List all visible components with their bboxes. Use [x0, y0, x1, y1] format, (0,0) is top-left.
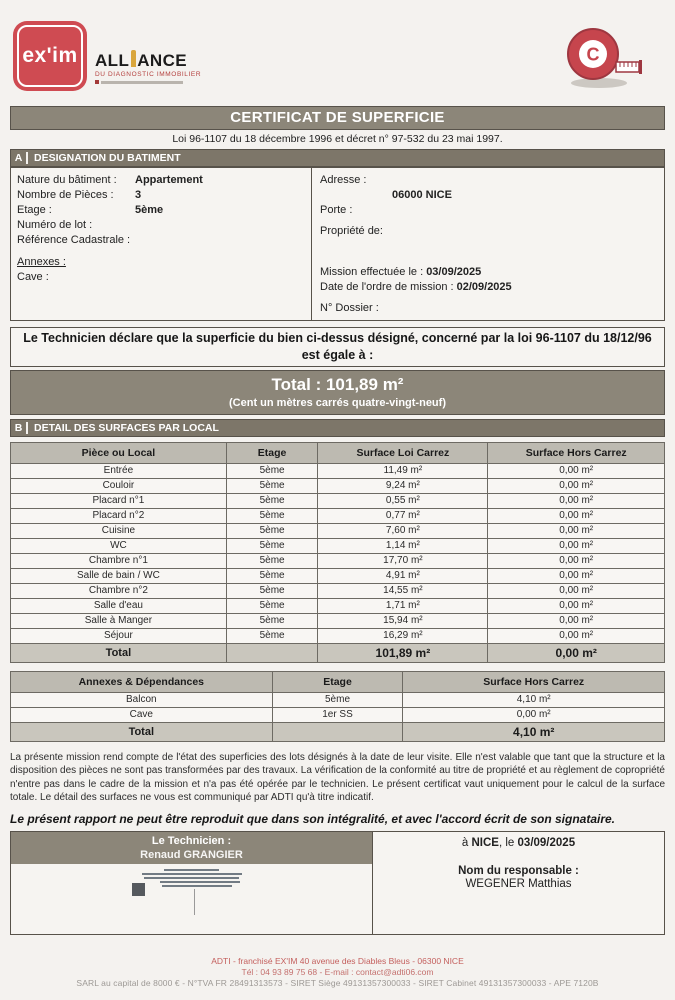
table-cell: 0,00 m²	[488, 463, 665, 478]
law-reference: Loi 96-1107 du 18 décembre 1996 et décret n° 97-532 du 23 mai 1997.	[172, 133, 503, 145]
field-value: 02/09/2025	[456, 281, 512, 293]
column-header: Pièce ou Local	[11, 442, 227, 463]
section-a-bar	[10, 149, 665, 167]
alliance-logo	[95, 52, 201, 84]
responsable-label: Nom du responsable :	[458, 865, 579, 878]
table-cell: 0,00 m²	[488, 478, 665, 493]
technician-name: Renaud GRANGIER	[140, 849, 243, 862]
section-b-label: DETAIL DES SURFACES PAR LOCAL	[34, 421, 219, 434]
table-cell: Cave	[11, 707, 273, 722]
table-cell: Chambre n°1	[11, 553, 227, 568]
table-cell: Séjour	[11, 628, 227, 643]
total-cell: 101,89 m²	[318, 643, 488, 662]
table-cell: 0,00 m²	[488, 613, 665, 628]
table-cell: Placard n°1	[11, 493, 227, 508]
field-value: 5ème	[135, 204, 164, 216]
table-cell: 4,91 m²	[318, 568, 488, 583]
total-surface: Total : 101,89 m²	[271, 374, 404, 394]
table-cell: 0,00 m²	[488, 508, 665, 523]
legal-paragraph: La présente mission rend compte de l'état des superficies des lots désignés à la date de leur visite. Elle n'est valable que tant que la structure et la disposition des pièces ne sont pas transformées par des travaux. La vérification de la conformité au titre de propriété et au règlement de copropriété n'entre pas dans le cadre de la mission et n'a pas été opérée par le technicien. Le présent certificat vaut uniquement pour le calcul de la surface totale. Le détail des surfaces ne vous est communiqué par ADTI qu'à titre indicatif.	[10, 751, 665, 803]
document-header	[0, 0, 675, 100]
alliance-title-left: ALL	[95, 51, 130, 70]
stamp-line	[164, 869, 219, 871]
field-label: Nature du bâtiment :	[17, 174, 117, 186]
surfaces-table	[10, 442, 665, 663]
table-cell: 5ème	[226, 493, 318, 508]
table-cell: 4,10 m²	[403, 692, 665, 707]
field-label: Numéro de lot :	[17, 219, 93, 231]
table-cell: 5ème	[226, 568, 318, 583]
table-cell: 14,55 m²	[318, 583, 488, 598]
table-row	[11, 538, 665, 553]
table-cell: Balcon	[11, 692, 273, 707]
field-cave	[17, 270, 305, 285]
field-value: 03/09/2025	[426, 266, 482, 278]
field-value: 3	[135, 189, 142, 201]
table-cell: 5ème	[226, 628, 318, 643]
column-header: Etage	[272, 671, 403, 692]
place-mid: , le	[498, 837, 518, 850]
table-cell: Chambre n°2	[11, 583, 227, 598]
table-cell: 5ème	[272, 692, 403, 707]
responsable-name: WEGENER Matthias	[465, 878, 572, 891]
column-header: Etage	[226, 442, 318, 463]
table-cell: Placard n°2	[11, 508, 227, 523]
annexes-table-header-row	[11, 671, 665, 692]
tagline-dot-icon	[95, 80, 99, 84]
table-cell: Salle d'eau	[11, 598, 227, 613]
stamp-line	[162, 885, 232, 887]
table-row	[11, 553, 665, 568]
table-row	[11, 598, 665, 613]
table-row	[11, 613, 665, 628]
table-cell: 5ème	[226, 508, 318, 523]
table-cell: WC	[11, 538, 227, 553]
column-header: Surface Hors Carrez	[403, 671, 665, 692]
place-city: NICE	[471, 837, 499, 850]
table-cell: 5ème	[226, 598, 318, 613]
place-date-line	[373, 837, 664, 849]
total-surface-words: (Cent un mètres carrés quatre-vingt-neuf)	[229, 396, 446, 409]
tagline-bar	[101, 81, 183, 84]
alliance-logo-tagline	[95, 80, 201, 84]
document-footer	[0, 956, 675, 988]
field-value: Appartement	[135, 174, 203, 186]
table-row	[11, 478, 665, 493]
footer-contact-line: Tél : 04 93 89 75 68 - E-mail : contact@adti06.com	[241, 967, 434, 977]
responsable-cell	[373, 832, 664, 934]
table-cell: 1,71 m²	[318, 598, 488, 613]
table-cell: 15,94 m²	[318, 613, 488, 628]
field-etage	[17, 203, 305, 218]
field-label: Référence Cadastrale :	[17, 234, 131, 246]
field-adresse-label: Adresse :	[320, 174, 367, 186]
section-a-letter: A	[11, 152, 28, 164]
table-cell: 9,24 m²	[318, 478, 488, 493]
annexes-table	[10, 671, 665, 742]
alliance-title-right: ANCE	[137, 51, 188, 70]
field-label: Mission effectuée le :	[320, 266, 427, 278]
table-cell: 0,00 m²	[488, 628, 665, 643]
designation-box	[10, 167, 665, 321]
table-cell: Cuisine	[11, 523, 227, 538]
technician-cell	[11, 832, 373, 934]
table-row	[11, 568, 665, 583]
exim-logo-text: ex'im	[22, 44, 78, 67]
stamp-line	[144, 877, 239, 879]
table-cell: 0,00 m²	[488, 598, 665, 613]
surfaces-total-row	[11, 643, 665, 662]
table-row	[11, 692, 665, 707]
total-cell: 4,10 m²	[403, 722, 665, 741]
table-row	[11, 707, 665, 722]
table-cell: 5ème	[226, 583, 318, 598]
table-cell: 0,00 m²	[488, 568, 665, 583]
column-header: Surface Hors Carrez	[488, 442, 665, 463]
section-b-bar	[10, 419, 665, 437]
table-cell: 5ème	[226, 538, 318, 553]
stamp-qr-icon	[132, 883, 145, 896]
alliance-logo-title	[95, 52, 201, 69]
table-cell: 0,55 m²	[318, 493, 488, 508]
table-cell: 0,00 m²	[488, 493, 665, 508]
table-cell: 1,14 m²	[318, 538, 488, 553]
table-row	[11, 583, 665, 598]
table-row	[11, 463, 665, 478]
field-lot	[17, 218, 305, 233]
designation-right-column	[311, 168, 664, 320]
total-cell: 0,00 m²	[488, 643, 665, 662]
field-cadastrale	[17, 233, 305, 248]
reproduction-notice: Le présent rapport ne peut être reproduit que dans son intégralité, et avec l'accord écrit de son signataire.	[10, 812, 616, 827]
table-cell: 0,77 m²	[318, 508, 488, 523]
annexes-heading: Annexes :	[17, 256, 66, 268]
table-cell: 5ème	[226, 613, 318, 628]
total-band	[10, 370, 665, 415]
table-cell: Couloir	[11, 478, 227, 493]
place-prefix: à	[461, 837, 472, 850]
stamp-line	[142, 873, 242, 875]
total-cell: Total	[11, 643, 227, 662]
column-header: Annexes & Dépendances	[11, 671, 273, 692]
field-label: Cave :	[17, 271, 49, 283]
total-cell	[226, 643, 318, 662]
designation-left-column	[11, 168, 311, 320]
field-pieces	[17, 188, 305, 203]
surfaces-table-header-row	[11, 442, 665, 463]
alliance-i-icon	[131, 50, 136, 67]
total-cell	[272, 722, 403, 741]
table-cell: 5ème	[226, 553, 318, 568]
document-title: CERTIFICAT DE SUPERFICIE	[10, 106, 665, 130]
table-cell: 7,60 m²	[318, 523, 488, 538]
field-nature	[17, 173, 305, 188]
table-cell: 0,00 m²	[488, 523, 665, 538]
footer-company-line: SARL au capital de 8000 € - N°TVA FR 28491313573 - SIRET Siège 49131357300033 - SIRET Cabinet 49131357300033 - APE 7120B	[76, 978, 599, 988]
exim-logo	[13, 21, 87, 91]
table-cell: 0,00 m²	[403, 707, 665, 722]
table-cell: 0,00 m²	[488, 583, 665, 598]
field-dossier: N° Dossier :	[320, 302, 379, 314]
table-cell: Entrée	[11, 463, 227, 478]
table-row	[11, 508, 665, 523]
table-cell: 5ème	[226, 478, 318, 493]
technician-title: Le Technicien :	[151, 835, 232, 848]
table-cell: Salle de bain / WC	[11, 568, 227, 583]
technician-header	[11, 832, 372, 864]
annexes-total-row	[11, 722, 665, 741]
table-row	[11, 628, 665, 643]
tape-letter: C	[586, 44, 600, 65]
technician-stamp	[132, 869, 252, 915]
declaration-statement: Le Technicien déclare que la superficie du bien ci-dessus désigné, concerné par la loi 96-1107 du 18/12/96 est égale à :	[10, 327, 665, 367]
section-a-label: DESIGNATION DU BATIMENT	[34, 152, 181, 164]
table-cell: 11,49 m²	[318, 463, 488, 478]
field-label: Nombre de Pièces :	[17, 189, 114, 201]
field-propriete: Propriété de:	[320, 225, 383, 237]
column-header: Surface Loi Carrez	[318, 442, 488, 463]
field-mission	[320, 265, 656, 280]
table-cell: 5ème	[226, 523, 318, 538]
alliance-logo-subtitle: DU DIAGNOSTIC IMMOBILIER	[95, 71, 202, 78]
exim-logo-frame	[17, 25, 83, 87]
section-b-letter: B	[11, 422, 28, 434]
place-date: 03/09/2025	[517, 837, 576, 850]
table-cell: 0,00 m²	[488, 553, 665, 568]
field-porte: Porte :	[320, 204, 353, 216]
table-row	[11, 493, 665, 508]
field-label: Etage :	[17, 204, 52, 216]
tape-measure-icon	[561, 24, 645, 97]
table-cell: 16,29 m²	[318, 628, 488, 643]
stamp-signature-stroke	[194, 889, 195, 915]
signature-box	[10, 831, 665, 935]
table-row	[11, 523, 665, 538]
table-cell: 5ème	[226, 463, 318, 478]
field-label: Date de l'ordre de mission :	[320, 281, 457, 293]
field-ordre	[320, 280, 656, 295]
stamp-line	[160, 881, 240, 883]
table-cell: 17,70 m²	[318, 553, 488, 568]
total-cell: Total	[11, 722, 273, 741]
table-cell: 1er SS	[272, 707, 403, 722]
footer-address-line: ADTI - franchisé EX'IM 40 avenue des Diables Bleus - 06300 NICE	[211, 956, 464, 966]
table-cell: 0,00 m²	[488, 538, 665, 553]
table-cell: Salle à Manger	[11, 613, 227, 628]
field-adresse-value: 06000 NICE	[392, 189, 452, 201]
